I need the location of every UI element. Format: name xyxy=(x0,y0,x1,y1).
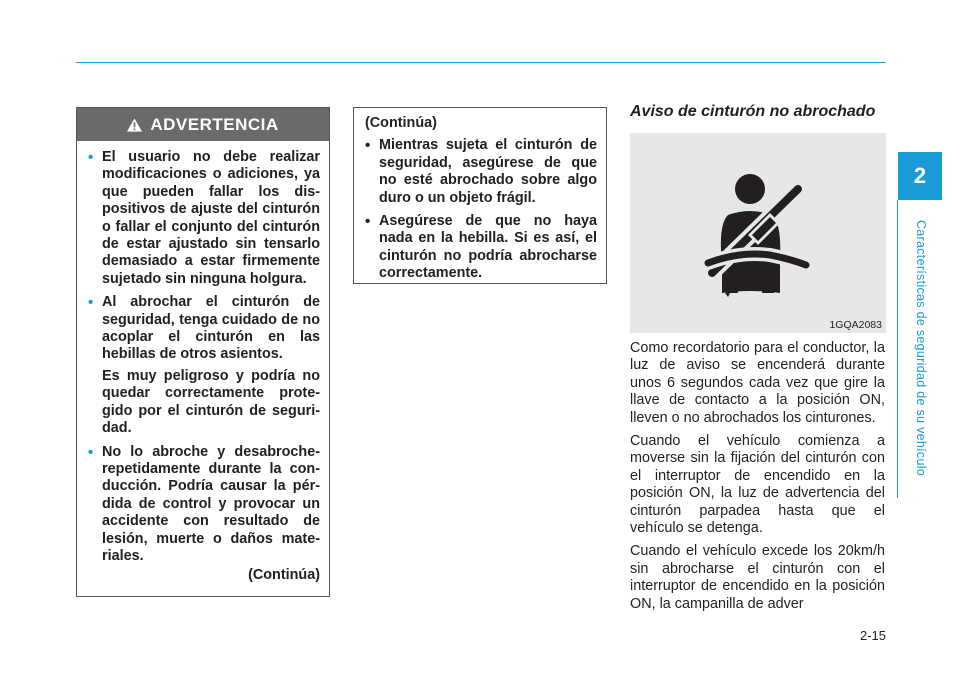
section-title: Aviso de cinturón no abrochado xyxy=(630,103,876,120)
chapter-number-tab xyxy=(898,152,942,200)
chapter-title: Características de seguridad de su vehículo xyxy=(914,219,928,476)
continued-heading: (Continúa) xyxy=(365,115,437,131)
continues-label: (Continúa) xyxy=(248,567,320,584)
page-number: 2-15 xyxy=(859,628,886,643)
continued-item xyxy=(365,137,597,207)
warning-header xyxy=(77,108,329,141)
warning-item-text: El usuario no debe realizar modificaciones o adiciones, ya que pueden fallar los dispositivos de ajuste del cinturón o fallar el conjunto del cinturón de estar ajustado sin tensarlo demasiado a estar firmemente sujetado sin ninguna holgura. xyxy=(102,149,320,287)
continued-item-text: Asegúrese de que no haya nada en la hebilla. Si es así, el cinturón no podría abrocharse correctamente. xyxy=(379,213,597,282)
warning-title: ADVERTENCIA xyxy=(150,114,279,134)
seatbelt-figure xyxy=(630,133,886,333)
chapter-title-vertical xyxy=(906,200,936,495)
paragraph: Cuando el vehículo excede los 20km/h sin abrocharse el cinturón con el interruptor de encendido en la posición ON, la campanilla de adver xyxy=(630,543,885,612)
bullet-icon: • xyxy=(365,213,371,231)
warning-item-text: Al abrochar el cinturón de seguridad, tenga cuidado de no acoplar el cinturón en las hebillas de otros asientos. xyxy=(102,294,320,363)
paragraph: Como recordatorio para el conductor, la luz de aviso se encenderá durante unos 6 segundos cada vez que gire la llave de contacto a la posición ON, lleven o no abrochados los cinturones. xyxy=(630,340,885,426)
warning-item xyxy=(88,294,320,364)
bullet-icon: • xyxy=(88,294,94,312)
bullet-icon: • xyxy=(88,443,94,461)
paragraph: Cuando el vehículo comienza a moverse sin la fijación del cinturón con el interruptor de encendido en la posición ON, la luz de advertencia del cinturón parpadea hasta que el vehículo se detenga. xyxy=(630,433,885,537)
warning-body xyxy=(77,141,329,585)
warning-triangle-icon xyxy=(127,118,142,132)
figure-code: 1GQA2083 xyxy=(829,319,882,331)
warning-item xyxy=(88,149,320,288)
continued-item xyxy=(365,213,597,283)
warning-box xyxy=(76,107,330,597)
continued-box xyxy=(353,107,607,284)
seatbelt-warning-icon xyxy=(630,133,886,333)
chapter-side-rule xyxy=(897,200,898,498)
header-rule xyxy=(76,62,886,63)
chapter-number: 2 xyxy=(913,163,927,188)
warning-item xyxy=(88,444,320,566)
section-body xyxy=(630,340,885,619)
bullet-icon: • xyxy=(365,137,371,155)
warning-item-text: No lo abroche y desabroche repetidamente durante la conducción. Podría causar la pérdida de control y provocar un accidente con resultado de lesión, muerte o daños materiales. xyxy=(102,443,320,564)
continued-item-text: Mientras sujeta el cinturón de seguridad, asegúrese de que no esté abrochado sobre algo duro o un objeto frágil. xyxy=(379,137,597,206)
warning-item-subtext: Es muy peligroso y podría no quedar correctamente protegido por el cinturón de seguridad. xyxy=(102,367,320,437)
bullet-icon: • xyxy=(88,149,94,166)
